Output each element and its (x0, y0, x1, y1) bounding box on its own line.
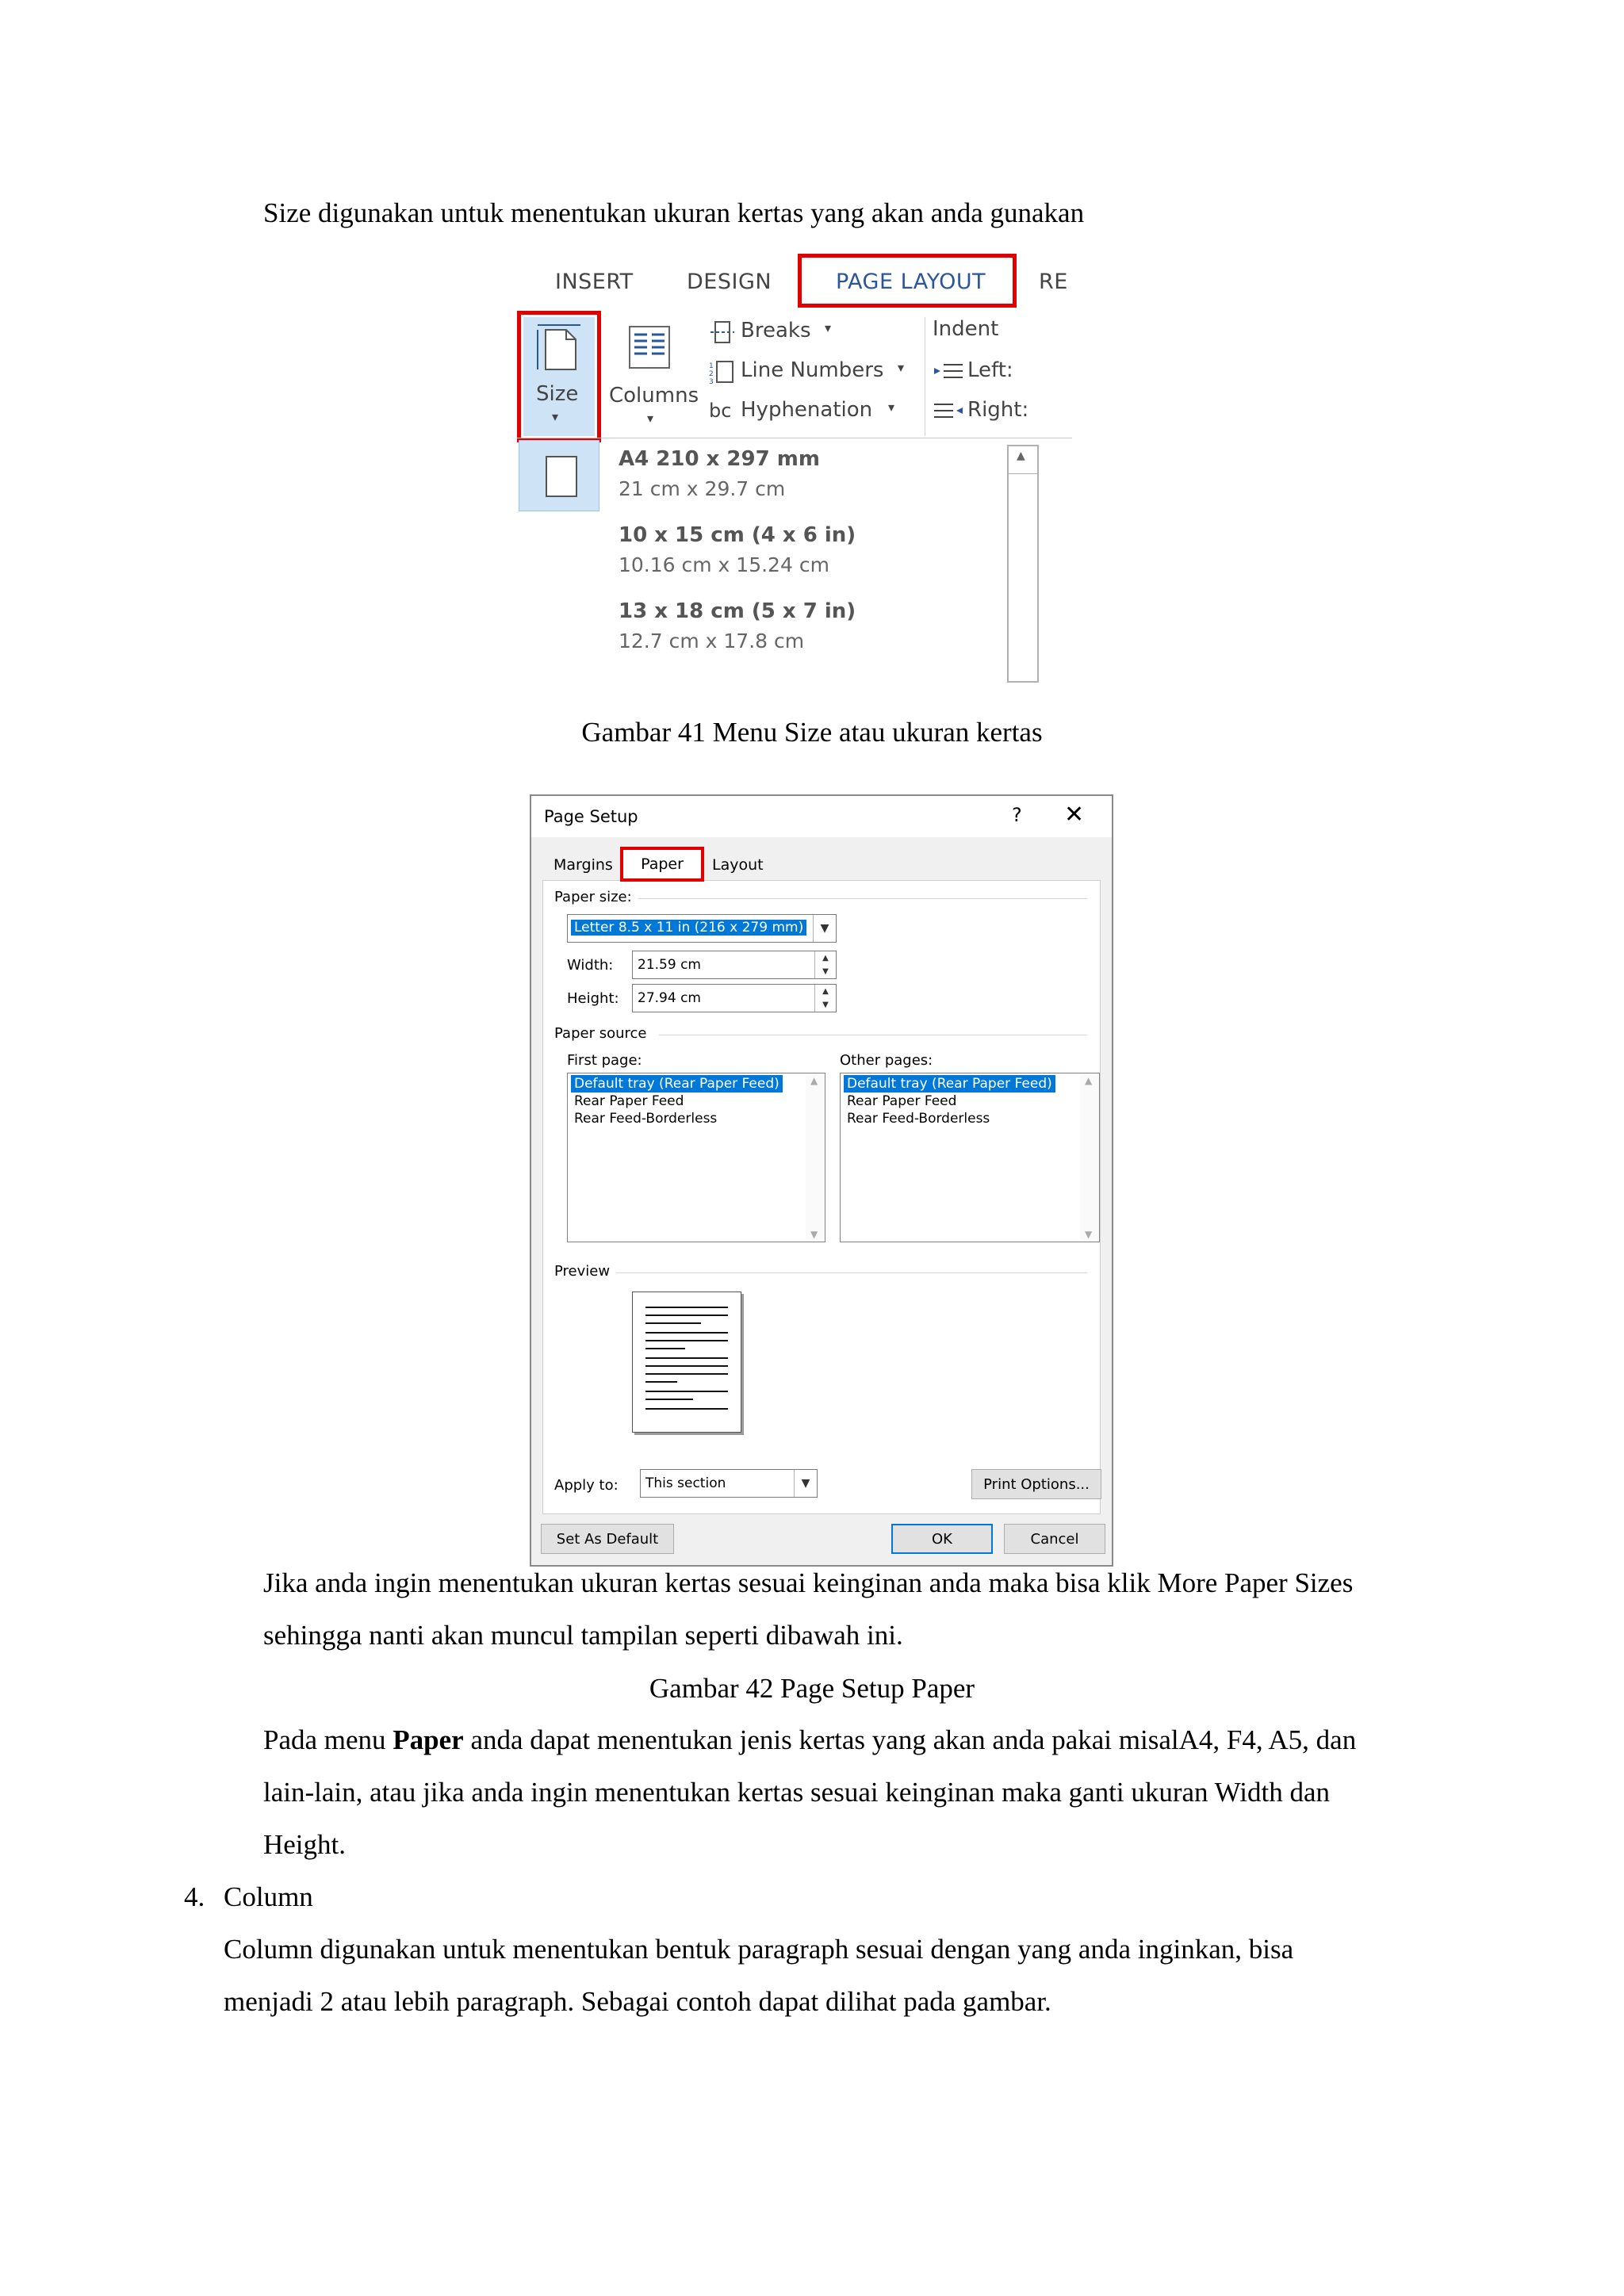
chevron-up-icon[interactable]: ▲ (810, 1075, 818, 1086)
indent-label: Indent (933, 317, 999, 341)
help-button[interactable]: ? (1012, 804, 1022, 826)
svg-text:1: 1 (709, 362, 714, 370)
chevron-down-icon[interactable]: ▼ (1085, 1229, 1093, 1240)
set-as-default-button[interactable]: Set As Default (541, 1524, 674, 1554)
breaks-label: Breaks (741, 319, 811, 342)
tab-page-layout[interactable]: PAGE LAYOUT (836, 270, 986, 294)
height-label: Height: (567, 990, 619, 1007)
chevron-down-icon: ▾ (825, 320, 832, 335)
spin-up-icon[interactable]: ▲ (814, 951, 836, 965)
page-size-icon (534, 322, 584, 371)
size-item-title[interactable]: 10 x 15 cm (4 x 6 in) (619, 523, 856, 547)
ribbon-screenshot (504, 254, 1068, 666)
page-layout-highlight (798, 254, 1017, 308)
breaks-icon (709, 319, 736, 346)
paper-icon (546, 456, 577, 497)
other-pages-label: Other pages: (840, 1052, 933, 1069)
paragraph-line: lain-lain, atau jika anda ingin menentukan kertas sesuai keinginan maka ganti ukuran Width dan (263, 1777, 1331, 1808)
chevron-down-icon: ▾ (898, 360, 905, 375)
indent-right-icon (933, 400, 964, 423)
chevron-down-icon[interactable]: ▼ (810, 1229, 818, 1240)
left-label: Left: (967, 358, 1013, 382)
hyphenation-icon: bc (709, 400, 732, 422)
dialog-titlebar (531, 796, 1112, 837)
list-item[interactable]: Rear Paper Feed (574, 1093, 684, 1109)
paragraph-line: menjadi 2 atau lebih paragraph. Sebagai contoh dapat dilihat pada gambar. (224, 1986, 1051, 2017)
svg-text:3: 3 (709, 378, 714, 386)
size-item-sub: 12.7 cm x 17.8 cm (619, 629, 805, 652)
height-field[interactable] (632, 984, 837, 1012)
paper-size-value: Letter 8.5 x 11 in (216 x 279 mm) (571, 920, 806, 936)
ok-button[interactable]: OK (891, 1524, 993, 1554)
columns-label: Columns (609, 384, 699, 408)
dialog-title: Page Setup (544, 807, 638, 826)
chevron-down-icon: ▾ (552, 409, 559, 424)
list-item[interactable]: Rear Feed-Borderless (847, 1111, 990, 1127)
tab-insert[interactable]: INSERT (555, 270, 634, 294)
tab-paper[interactable] (620, 847, 704, 882)
list-scrollbar[interactable] (1080, 1073, 1099, 1242)
print-options-button[interactable]: Print Options... (971, 1469, 1101, 1499)
width-value: 21.59 cm (638, 957, 701, 973)
paper-tab-panel (542, 880, 1101, 1514)
right-label: Right: (967, 398, 1029, 422)
cancel-button[interactable]: Cancel (1004, 1524, 1105, 1554)
list-item[interactable]: Rear Feed-Borderless (574, 1111, 718, 1127)
apply-to-select[interactable] (640, 1469, 818, 1498)
size-button[interactable] (523, 317, 595, 436)
first-page-label: First page: (567, 1052, 642, 1069)
other-pages-list[interactable] (840, 1073, 1100, 1242)
columns-icon (625, 322, 674, 371)
preview-label: Preview (554, 1263, 611, 1280)
width-field[interactable] (632, 951, 837, 979)
chevron-down-icon: ▾ (888, 400, 895, 415)
paper-size-label: Paper size: (554, 889, 632, 905)
indent-left[interactable] (933, 357, 1051, 388)
first-page-list[interactable] (567, 1073, 825, 1242)
list-number: 4. (184, 1881, 205, 1912)
width-label: Width: (567, 957, 614, 974)
size-item-title[interactable]: 13 x 18 cm (5 x 7 in) (619, 599, 856, 623)
page-preview (632, 1292, 741, 1433)
hyphenation-button[interactable] (709, 396, 939, 428)
size-item-title[interactable]: A4 210 x 297 mm (619, 447, 820, 471)
size-list-scrollbar[interactable] (1007, 445, 1039, 683)
paper-bold-term: Paper (393, 1724, 464, 1755)
chevron-down-icon[interactable]: ▼ (794, 1470, 817, 1497)
hyphenation-label: Hyphenation (741, 398, 873, 422)
breaks-button[interactable] (709, 317, 875, 349)
spin-down-icon[interactable]: ▼ (814, 998, 836, 1012)
size-item-sub: 10.16 cm x 15.24 cm (619, 553, 829, 576)
size-item-sub: 21 cm x 29.7 cm (619, 477, 786, 500)
line-numbers-button[interactable] (709, 357, 939, 388)
paragraph-line: Jika anda ingin menentukan ukuran kertas sesuai keinginan anda maka bisa klik More Paper Sizes (263, 1567, 1354, 1598)
scroll-thumb[interactable] (1009, 473, 1037, 474)
text-prefix: Pada menu (263, 1724, 393, 1755)
tab-references-partial[interactable]: RE (1039, 270, 1068, 294)
spin-up-icon[interactable]: ▲ (814, 985, 836, 998)
paragraph-line: Height. (263, 1829, 347, 1860)
line-numbers-icon (709, 358, 736, 385)
divider (638, 898, 1087, 899)
page-setup-dialog (530, 794, 1113, 1567)
chevron-down-icon: ▾ (647, 411, 654, 426)
chevron-up-icon[interactable]: ▲ (1017, 450, 1025, 462)
paragraph-line: sehingga nanti akan muncul tampilan seperti dibawah ini. (263, 1620, 903, 1651)
size-label: Size (536, 382, 579, 406)
chevron-up-icon[interactable]: ▲ (1085, 1075, 1093, 1086)
divider (616, 1272, 1087, 1273)
paper-source-label: Paper source (554, 1025, 647, 1042)
list-item[interactable]: Default tray (Rear Paper Feed) (571, 1075, 783, 1093)
paper-size-select[interactable] (567, 914, 837, 943)
list-heading: Column (224, 1881, 313, 1912)
list-scrollbar[interactable] (806, 1073, 825, 1242)
intro-text: Size digunakan untuk menentukan ukuran kertas yang akan anda gunakan (263, 197, 1085, 228)
chevron-down-icon[interactable]: ▼ (813, 915, 836, 942)
list-item[interactable]: Default tray (Rear Paper Feed) (844, 1075, 1055, 1093)
text-rest: anda dapat menentukan jenis kertas yang akan anda pakai misalA4, F4, A5, dan (463, 1724, 1357, 1755)
indent-left-icon (933, 360, 964, 384)
apply-to-label: Apply to: (554, 1477, 619, 1494)
tab-paper-label: Paper (641, 855, 684, 873)
line-numbers-label: Line Numbers (741, 358, 884, 382)
height-value: 27.94 cm (638, 990, 701, 1006)
tab-margins[interactable]: Margins (553, 856, 613, 874)
figure-caption-41: Gambar 41 Menu Size atau ukuran kertas (581, 717, 1043, 748)
apply-to-value: This section (645, 1475, 726, 1491)
list-item[interactable]: Rear Paper Feed (847, 1093, 957, 1109)
close-icon[interactable]: ✕ (1064, 801, 1085, 828)
tab-design[interactable]: DESIGN (687, 270, 772, 294)
tab-layout[interactable]: Layout (712, 856, 764, 874)
svg-text:2: 2 (709, 370, 714, 378)
indent-right[interactable] (933, 396, 1051, 428)
spin-down-icon[interactable]: ▼ (814, 965, 836, 978)
columns-button[interactable] (606, 317, 701, 436)
paragraph-line (263, 1714, 1453, 1766)
paragraph-line: Column digunakan untuk menentukan bentuk paragraph sesuai dengan yang anda inginkan, bisa (224, 1934, 1294, 1965)
figure-caption-42: Gambar 42 Page Setup Paper (649, 1673, 975, 1704)
